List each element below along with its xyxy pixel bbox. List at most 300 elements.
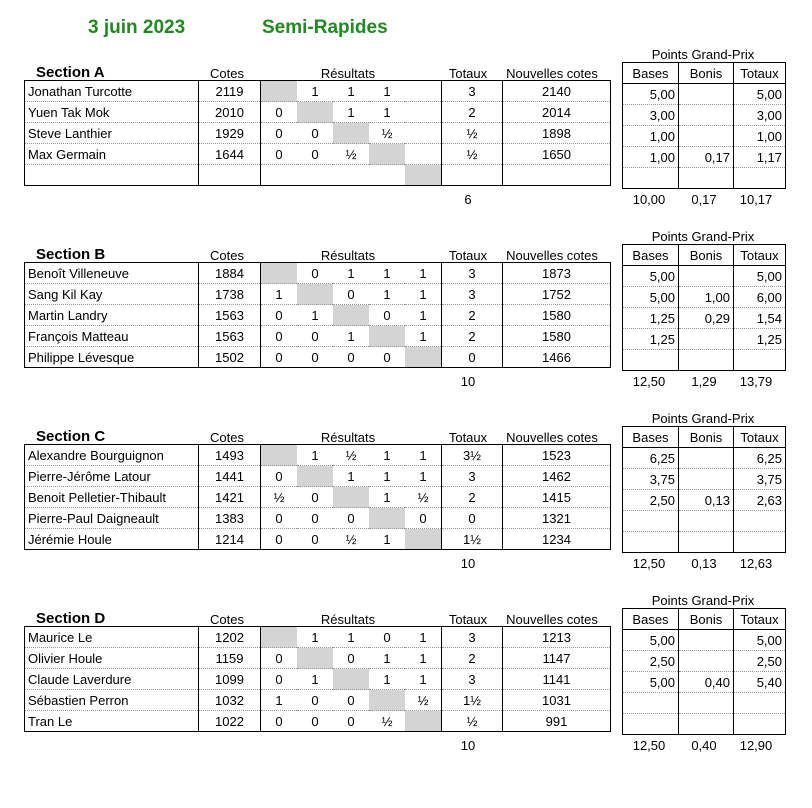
gp-row bbox=[623, 308, 786, 329]
gp-total: 2,50 bbox=[734, 651, 786, 672]
table-row bbox=[25, 487, 611, 508]
player-new-cote: 1213 bbox=[503, 627, 611, 648]
result-cell bbox=[405, 123, 442, 144]
gp-bonis bbox=[679, 84, 734, 105]
gp-sum-bonis: 0,13 bbox=[691, 556, 717, 571]
player-cote: 1929 bbox=[199, 123, 261, 144]
gp-sum-base: 12,50 bbox=[632, 738, 666, 753]
gp-bonis bbox=[679, 651, 734, 672]
gp-total bbox=[734, 511, 786, 532]
player-total: 3 bbox=[442, 284, 503, 305]
player-new-cote: 1462 bbox=[503, 466, 611, 487]
result-cell: 1 bbox=[369, 81, 405, 102]
player-name: Pierre-Jérôme Latour bbox=[25, 466, 199, 487]
gp-base: 1,25 bbox=[623, 329, 679, 350]
player-name: Benoît Villeneuve bbox=[25, 263, 199, 284]
gp-total: 5,00 bbox=[734, 266, 786, 287]
player-new-cote: 2140 bbox=[503, 81, 611, 102]
gp-base bbox=[623, 693, 679, 714]
player-cote: 1441 bbox=[199, 466, 261, 487]
result-cell: 0 bbox=[333, 711, 369, 732]
section-title: Section A bbox=[36, 64, 105, 81]
player-name: Benoit Pelletier-Thibault bbox=[25, 487, 199, 508]
result-cell bbox=[333, 123, 369, 144]
result-cell: 0 bbox=[261, 711, 298, 732]
section-sum: 6 bbox=[464, 192, 472, 207]
result-cell bbox=[369, 165, 405, 186]
result-cell: ½ bbox=[333, 529, 369, 550]
player-total: 1½ bbox=[442, 690, 503, 711]
table-row bbox=[25, 81, 611, 102]
result-cell: 0 bbox=[333, 648, 369, 669]
player-cote: 1884 bbox=[199, 263, 261, 284]
table-row bbox=[25, 445, 611, 466]
result-cell: 0 bbox=[297, 123, 333, 144]
result-cell: 0 bbox=[261, 123, 298, 144]
result-cell: 1 bbox=[333, 263, 369, 284]
result-cell: 0 bbox=[297, 326, 333, 347]
result-cell: ½ bbox=[261, 487, 298, 508]
player-new-cote: 1523 bbox=[503, 445, 611, 466]
player-cote: 1563 bbox=[199, 305, 261, 326]
result-cell: 1 bbox=[297, 81, 333, 102]
table-row bbox=[25, 263, 611, 284]
gp-bonis bbox=[679, 714, 734, 735]
section-sum: 10 bbox=[460, 738, 476, 753]
result-cell bbox=[369, 508, 405, 529]
result-cell: 0 bbox=[261, 669, 298, 690]
table-row bbox=[25, 305, 611, 326]
player-total: ½ bbox=[442, 711, 503, 732]
result-cell: 0 bbox=[261, 466, 298, 487]
gp-base: 3,00 bbox=[623, 105, 679, 126]
player-new-cote: 991 bbox=[503, 711, 611, 732]
gp-base bbox=[623, 350, 679, 371]
result-cell: 0 bbox=[261, 326, 298, 347]
result-cell: 1 bbox=[333, 326, 369, 347]
player-total: 2 bbox=[442, 326, 503, 347]
result-cell bbox=[405, 529, 442, 550]
gp-total bbox=[734, 693, 786, 714]
result-cell bbox=[297, 102, 333, 123]
result-cell: 1 bbox=[369, 529, 405, 550]
col-header-nouvelles-cotes: Nouvelles cotes bbox=[506, 66, 598, 81]
table-row bbox=[25, 529, 611, 550]
gp-base bbox=[623, 532, 679, 553]
gp-row bbox=[623, 266, 786, 287]
result-cell: 1 bbox=[297, 445, 333, 466]
gp-row bbox=[623, 168, 786, 189]
table-row bbox=[25, 165, 611, 186]
player-cote: 1099 bbox=[199, 669, 261, 690]
result-cell: 0 bbox=[261, 648, 298, 669]
result-cell: 0 bbox=[261, 529, 298, 550]
result-cell: 0 bbox=[261, 305, 298, 326]
table-row bbox=[25, 508, 611, 529]
result-cell bbox=[405, 711, 442, 732]
gp-row bbox=[623, 329, 786, 350]
table-row bbox=[25, 326, 611, 347]
gp-sum-base: 12,50 bbox=[632, 374, 666, 389]
table-row bbox=[25, 284, 611, 305]
gp-total: 1,25 bbox=[734, 329, 786, 350]
result-cell: 1 bbox=[405, 263, 442, 284]
table-row bbox=[25, 627, 611, 648]
gp-header-totaux: Totaux bbox=[734, 63, 786, 84]
col-header-nouvelles-cotes: Nouvelles cotes bbox=[506, 430, 598, 445]
gp-total bbox=[734, 350, 786, 371]
gp-header-totaux: Totaux bbox=[734, 427, 786, 448]
player-cote: 1644 bbox=[199, 144, 261, 165]
result-cell: ½ bbox=[369, 711, 405, 732]
gp-total: 1,00 bbox=[734, 126, 786, 147]
result-cell: ½ bbox=[405, 487, 442, 508]
result-cell bbox=[261, 263, 298, 284]
gp-row bbox=[623, 651, 786, 672]
gp-bonis: 0,29 bbox=[679, 308, 734, 329]
gp-total: 3,00 bbox=[734, 105, 786, 126]
table-row bbox=[25, 690, 611, 711]
player-cote bbox=[199, 165, 261, 186]
gp-base: 5,00 bbox=[623, 266, 679, 287]
player-name: Philippe Lévesque bbox=[25, 347, 199, 368]
player-cote: 1202 bbox=[199, 627, 261, 648]
result-cell: 0 bbox=[297, 144, 333, 165]
gp-bonis bbox=[679, 693, 734, 714]
result-cell bbox=[405, 144, 442, 165]
gp-header-row bbox=[623, 245, 786, 266]
gp-row bbox=[623, 105, 786, 126]
result-cell: 1 bbox=[405, 305, 442, 326]
result-cell: 0 bbox=[297, 487, 333, 508]
col-header-resultats: Résultats bbox=[320, 248, 376, 263]
result-cell: 1 bbox=[369, 466, 405, 487]
player-new-cote: 1580 bbox=[503, 326, 611, 347]
table-row bbox=[25, 669, 611, 690]
result-cell: 0 bbox=[405, 508, 442, 529]
gp-row bbox=[623, 126, 786, 147]
player-name: Claude Laverdure bbox=[25, 669, 199, 690]
table-row bbox=[25, 102, 611, 123]
player-total: ½ bbox=[442, 123, 503, 144]
gp-header-bonis: Bonis bbox=[679, 427, 734, 448]
gp-sum-bonis: 1,29 bbox=[691, 374, 717, 389]
gp-row bbox=[623, 147, 786, 168]
player-total: 3½ bbox=[442, 445, 503, 466]
gp-total bbox=[734, 168, 786, 189]
gp-bonis bbox=[679, 532, 734, 553]
section-title: Section B bbox=[36, 246, 106, 263]
col-header-totaux: Totaux bbox=[448, 66, 488, 81]
gp-base: 5,00 bbox=[623, 84, 679, 105]
player-name: Yuen Tak Mok bbox=[25, 102, 199, 123]
gp-header-bases: Bases bbox=[623, 63, 679, 84]
gp-row bbox=[623, 469, 786, 490]
result-cell: 0 bbox=[297, 529, 333, 550]
result-cell: 1 bbox=[261, 690, 298, 711]
gp-row bbox=[623, 672, 786, 693]
gp-bonis bbox=[679, 168, 734, 189]
player-name: Sang Kil Kay bbox=[25, 284, 199, 305]
player-total: 2 bbox=[442, 648, 503, 669]
player-cote: 1421 bbox=[199, 487, 261, 508]
gp-table bbox=[622, 62, 786, 189]
result-cell bbox=[333, 165, 369, 186]
gp-bonis bbox=[679, 329, 734, 350]
gp-base: 1,25 bbox=[623, 308, 679, 329]
gp-base: 5,00 bbox=[623, 287, 679, 308]
player-total: 2 bbox=[442, 305, 503, 326]
gp-row bbox=[623, 287, 786, 308]
gp-base: 1,00 bbox=[623, 147, 679, 168]
table-row bbox=[25, 144, 611, 165]
gp-header-bonis: Bonis bbox=[679, 63, 734, 84]
gp-row bbox=[623, 693, 786, 714]
player-name: Steve Lanthier bbox=[25, 123, 199, 144]
player-name: Pierre-Paul Daigneault bbox=[25, 508, 199, 529]
result-cell: 1 bbox=[369, 445, 405, 466]
player-name: François Matteau bbox=[25, 326, 199, 347]
gp-total bbox=[734, 532, 786, 553]
gp-base: 3,75 bbox=[623, 469, 679, 490]
col-header-cotes: Cotes bbox=[210, 430, 244, 445]
gp-total: 5,00 bbox=[734, 84, 786, 105]
player-new-cote: 1580 bbox=[503, 305, 611, 326]
gp-sum-base: 10,00 bbox=[632, 192, 666, 207]
gp-sum-total: 13,79 bbox=[739, 374, 773, 389]
result-cell: 0 bbox=[297, 711, 333, 732]
result-cell: 0 bbox=[261, 347, 298, 368]
gp-row bbox=[623, 532, 786, 553]
result-cell bbox=[405, 165, 442, 186]
result-cell: 1 bbox=[405, 445, 442, 466]
tournament-title: Semi-Rapides bbox=[262, 17, 388, 38]
gp-total: 1,17 bbox=[734, 147, 786, 168]
gp-base: 5,00 bbox=[623, 630, 679, 651]
result-cell bbox=[261, 627, 298, 648]
player-new-cote: 1147 bbox=[503, 648, 611, 669]
player-name bbox=[25, 165, 199, 186]
player-name: Max Germain bbox=[25, 144, 199, 165]
player-total: ½ bbox=[442, 144, 503, 165]
gp-bonis bbox=[679, 630, 734, 651]
result-cell: 0 bbox=[333, 690, 369, 711]
table-row bbox=[25, 123, 611, 144]
gp-bonis bbox=[679, 469, 734, 490]
result-cell: 0 bbox=[369, 347, 405, 368]
col-header-totaux: Totaux bbox=[448, 248, 488, 263]
gp-base: 2,50 bbox=[623, 651, 679, 672]
player-new-cote: 2014 bbox=[503, 102, 611, 123]
col-header-nouvelles-cotes: Nouvelles cotes bbox=[506, 612, 598, 627]
player-total: 3 bbox=[442, 627, 503, 648]
result-cell: 0 bbox=[333, 508, 369, 529]
gp-bonis: 0,40 bbox=[679, 672, 734, 693]
player-new-cote: 1321 bbox=[503, 508, 611, 529]
tournament-date: 3 juin 2023 bbox=[88, 17, 186, 38]
gp-header-bases: Bases bbox=[623, 245, 679, 266]
gp-header-row bbox=[623, 609, 786, 630]
gp-header-bonis: Bonis bbox=[679, 609, 734, 630]
section-sum: 10 bbox=[460, 374, 476, 389]
result-cell: 1 bbox=[405, 669, 442, 690]
result-cell: 1 bbox=[369, 102, 405, 123]
player-new-cote bbox=[503, 165, 611, 186]
gp-header-bonis: Bonis bbox=[679, 245, 734, 266]
player-cote: 1214 bbox=[199, 529, 261, 550]
player-total: 3 bbox=[442, 669, 503, 690]
player-new-cote: 1031 bbox=[503, 690, 611, 711]
player-total: 0 bbox=[442, 508, 503, 529]
gp-bonis bbox=[679, 266, 734, 287]
player-name: Tran Le bbox=[25, 711, 199, 732]
gp-sum-total: 12,90 bbox=[739, 738, 773, 753]
gp-bonis: 0,13 bbox=[679, 490, 734, 511]
player-name: Sébastien Perron bbox=[25, 690, 199, 711]
col-header-nouvelles-cotes: Nouvelles cotes bbox=[506, 248, 598, 263]
gp-table bbox=[622, 244, 786, 371]
player-new-cote: 1415 bbox=[503, 487, 611, 508]
gp-bonis: 1,00 bbox=[679, 287, 734, 308]
player-name: Martin Landry bbox=[25, 305, 199, 326]
result-cell bbox=[405, 81, 442, 102]
player-cote: 1563 bbox=[199, 326, 261, 347]
result-cell: 0 bbox=[369, 305, 405, 326]
result-cell: 1 bbox=[297, 305, 333, 326]
col-header-totaux: Totaux bbox=[448, 430, 488, 445]
result-cell: 1 bbox=[405, 284, 442, 305]
result-cell: 0 bbox=[297, 690, 333, 711]
player-cote: 1493 bbox=[199, 445, 261, 466]
result-cell: ½ bbox=[369, 123, 405, 144]
results-table bbox=[24, 262, 611, 368]
gp-table bbox=[622, 426, 786, 553]
gp-header-row bbox=[623, 63, 786, 84]
result-cell: 1 bbox=[369, 648, 405, 669]
gp-row bbox=[623, 350, 786, 371]
result-cell: 1 bbox=[333, 102, 369, 123]
gp-header-row bbox=[623, 427, 786, 448]
result-cell: 0 bbox=[261, 102, 298, 123]
result-cell: 0 bbox=[333, 284, 369, 305]
section-sum: 10 bbox=[460, 556, 476, 571]
results-table bbox=[24, 444, 611, 550]
result-cell bbox=[405, 102, 442, 123]
player-total: 2 bbox=[442, 487, 503, 508]
section-title: Section C bbox=[36, 428, 106, 445]
gp-total: 3,75 bbox=[734, 469, 786, 490]
result-cell: 1 bbox=[297, 669, 333, 690]
result-cell bbox=[369, 326, 405, 347]
result-cell: 1 bbox=[297, 627, 333, 648]
result-cell bbox=[261, 165, 298, 186]
result-cell: 1 bbox=[261, 284, 298, 305]
result-cell: 0 bbox=[297, 347, 333, 368]
player-total: 1½ bbox=[442, 529, 503, 550]
player-cote: 2119 bbox=[199, 81, 261, 102]
result-cell bbox=[297, 648, 333, 669]
gp-total: 6,25 bbox=[734, 448, 786, 469]
player-cote: 1032 bbox=[199, 690, 261, 711]
player-new-cote: 1873 bbox=[503, 263, 611, 284]
player-total bbox=[442, 165, 503, 186]
result-cell: ½ bbox=[333, 445, 369, 466]
gp-sum-total: 12,63 bbox=[739, 556, 773, 571]
gp-base: 2,50 bbox=[623, 490, 679, 511]
result-cell: 0 bbox=[261, 144, 298, 165]
result-cell: 1 bbox=[369, 284, 405, 305]
result-cell bbox=[297, 284, 333, 305]
results-table bbox=[24, 80, 611, 186]
gp-base: 1,00 bbox=[623, 126, 679, 147]
col-header-cotes: Cotes bbox=[210, 66, 244, 81]
result-cell: 1 bbox=[333, 627, 369, 648]
player-cote: 1738 bbox=[199, 284, 261, 305]
col-header-resultats: Résultats bbox=[320, 430, 376, 445]
result-cell bbox=[333, 669, 369, 690]
result-cell bbox=[261, 81, 298, 102]
col-header-cotes: Cotes bbox=[210, 612, 244, 627]
result-cell: 1 bbox=[405, 466, 442, 487]
result-cell bbox=[333, 487, 369, 508]
gp-sum-bonis: 0,40 bbox=[691, 738, 717, 753]
result-cell bbox=[297, 165, 333, 186]
section-block bbox=[0, 593, 812, 808]
results-table bbox=[24, 626, 611, 732]
gp-total: 6,00 bbox=[734, 287, 786, 308]
gp-total: 5,00 bbox=[734, 630, 786, 651]
player-name: Maurice Le bbox=[25, 627, 199, 648]
col-header-cotes: Cotes bbox=[210, 248, 244, 263]
col-header-resultats: Résultats bbox=[320, 612, 376, 627]
col-header-totaux: Totaux bbox=[448, 612, 488, 627]
gp-bonis bbox=[679, 126, 734, 147]
result-cell: 0 bbox=[297, 263, 333, 284]
player-cote: 2010 bbox=[199, 102, 261, 123]
player-total: 3 bbox=[442, 81, 503, 102]
player-total: 3 bbox=[442, 263, 503, 284]
result-cell: 0 bbox=[369, 627, 405, 648]
gp-header-totaux: Totaux bbox=[734, 609, 786, 630]
player-cote: 1502 bbox=[199, 347, 261, 368]
result-cell: 1 bbox=[369, 669, 405, 690]
gp-base bbox=[623, 168, 679, 189]
result-cell: 1 bbox=[405, 326, 442, 347]
gp-row bbox=[623, 630, 786, 651]
player-name: Jonathan Turcotte bbox=[25, 81, 199, 102]
gp-table bbox=[622, 608, 786, 735]
gp-bonis bbox=[679, 105, 734, 126]
gp-header-bases: Bases bbox=[623, 427, 679, 448]
gp-row bbox=[623, 511, 786, 532]
result-cell: 1 bbox=[405, 648, 442, 669]
result-cell: 1 bbox=[369, 487, 405, 508]
player-new-cote: 1752 bbox=[503, 284, 611, 305]
gp-title: Points Grand-Prix bbox=[651, 411, 755, 426]
result-cell bbox=[369, 690, 405, 711]
gp-title: Points Grand-Prix bbox=[651, 47, 755, 62]
gp-header-bases: Bases bbox=[623, 609, 679, 630]
result-cell: 1 bbox=[333, 466, 369, 487]
gp-total: 1,54 bbox=[734, 308, 786, 329]
player-name: Alexandre Bourguignon bbox=[25, 445, 199, 466]
gp-base bbox=[623, 714, 679, 735]
player-new-cote: 1466 bbox=[503, 347, 611, 368]
result-cell bbox=[369, 144, 405, 165]
player-cote: 1022 bbox=[199, 711, 261, 732]
gp-title: Points Grand-Prix bbox=[651, 593, 755, 608]
result-cell: ½ bbox=[333, 144, 369, 165]
